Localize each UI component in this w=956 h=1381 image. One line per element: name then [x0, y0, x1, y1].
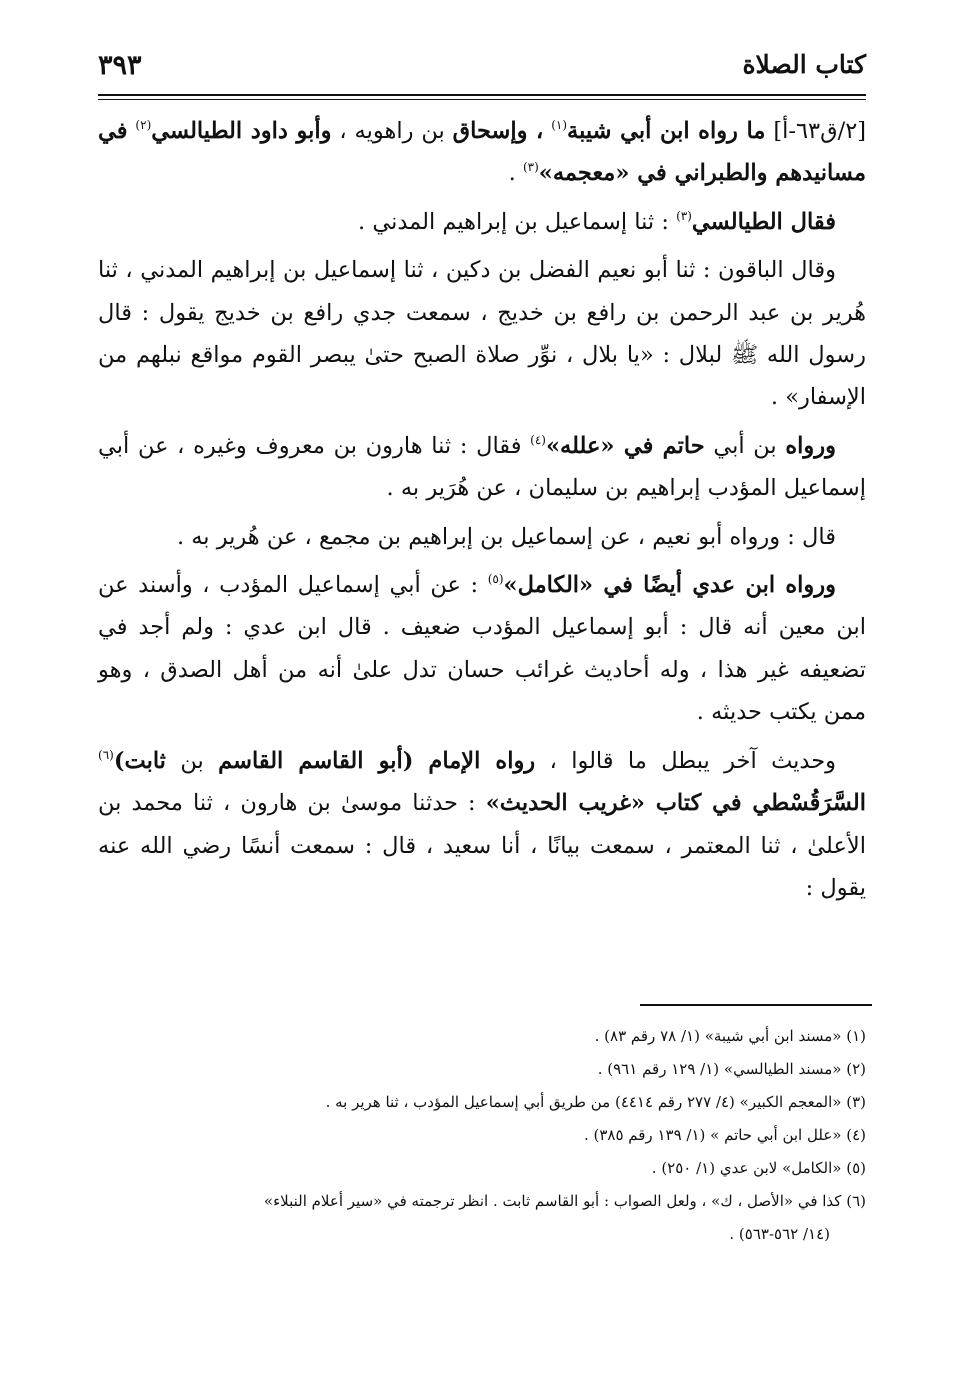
page-number: ٣٩٣	[98, 50, 142, 81]
chapter-title: كتاب الصلاة	[742, 50, 866, 79]
paragraph: قال : ورواه أبو نعيم ، عن إسماعيل بن إبراهيم بن مجمع ، عن هُرير به .	[176, 523, 836, 550]
paragraph: ورواه ابن عدي أيضًا في «الكامل»$^{(٥)}$ : عن أبي إسماعيل المؤدب ، وأسند عن ابن معين أنه قال : أبو إسماعيل المؤدب ضعيف . قال ابن عدي : ولم أجد في تضعيفه غير هذا ، وله أحاديث غرائب حسان تدل علىٰ أنه من أهل الصدق ، وهو ممن يكتب حديثه .	[98, 572, 866, 726]
footnote: (٢) «مسند الطيالسي» (١/ ١٢٩ رقم ٩٦١) .	[597, 1060, 866, 1078]
footnote: (١) «مسند ابن أبي شيبة» (١/ ٧٨ رقم ٨٣) .	[594, 1027, 866, 1045]
main-text	[98, 110, 866, 915]
footnote: (٥) «الكامل» لابن عدي (١/ ٢٥٠) .	[651, 1159, 866, 1177]
paragraph: وقال الباقون : ثنا أبو نعيم الفضل بن دكين ، ثنا إسماعيل بن إبراهيم المدني ، ثنا هُرير بن عبد الرحمن بن رافع بن خديج ، سمعت جدي رافع بن خديج يقول : قال رسول الله ﷺ لبلال : «يا بلال ، نوِّر صلاة الصبح حتىٰ يبصر القوم مواقع نبلهم من الإسفار» .	[98, 257, 866, 411]
footnote-continuation: (١٤/ ٥٦٢-٥٦٣) .	[729, 1225, 830, 1243]
footnote: (٦) كذا في «الأصل ، ك» ، ولعل الصواب : أبو القاسم ثابت . انظر ترجمته في «سير أعلام النبلاء»	[263, 1192, 866, 1210]
paragraph: وحديث آخر يبطل ما قالوا ، رواه الإمام (أبو القاسم القاسم بن ثابت)$^{(٦)}$ السَّرَقُسْطي في كتاب «غريب الحديث» : حدثنا موسىٰ بن هارون ، ثنا محمد بن الأعلىٰ ، ثنا المعتمر ، سمعت بيانًا ، أنا سعيد ، قال : سمعت أنسًا رضي الله عنه يقول :	[98, 747, 866, 901]
header-rule	[98, 94, 866, 96]
paragraph: فقال الطيالسي$^{(٣)}$ : ثنا إسماعيل بن إبراهيم المدني .	[358, 208, 836, 235]
footnote: (٣) «المعجم الكبير» (٤/ ٢٧٧ رقم ٤٤١٤) من طريق أبي إسماعيل المؤدب ، ثنا هرير به .	[325, 1093, 866, 1111]
page-header	[98, 50, 866, 92]
footnotes	[98, 1020, 866, 1251]
footnote: (٤) «علل ابن أبي حاتم » (١/ ١٣٩ رقم ٣٨٥) .	[583, 1126, 866, 1144]
footnote-rule	[640, 1004, 872, 1006]
paragraph: [٢/ق٦٣-أ] ما رواه ابن أبي شيبة$^{(١)}$ ، وإسحاق بن راهويه ، وأبو داود الطيالسي$^{(٢)}$ في مسانيدهم والطبراني في «معجمه»$^{(٣)}$ .	[98, 118, 867, 187]
header-rule-thin	[98, 99, 866, 100]
paragraph: ورواه بن أبي حاتم في «علله»$^{(٤)}$ فقال : ثنا هارون بن معروف وغيره ، عن أبي إسماعيل المؤدب إبراهيم بن سليمان ، عن هُرَير به .	[98, 432, 866, 502]
